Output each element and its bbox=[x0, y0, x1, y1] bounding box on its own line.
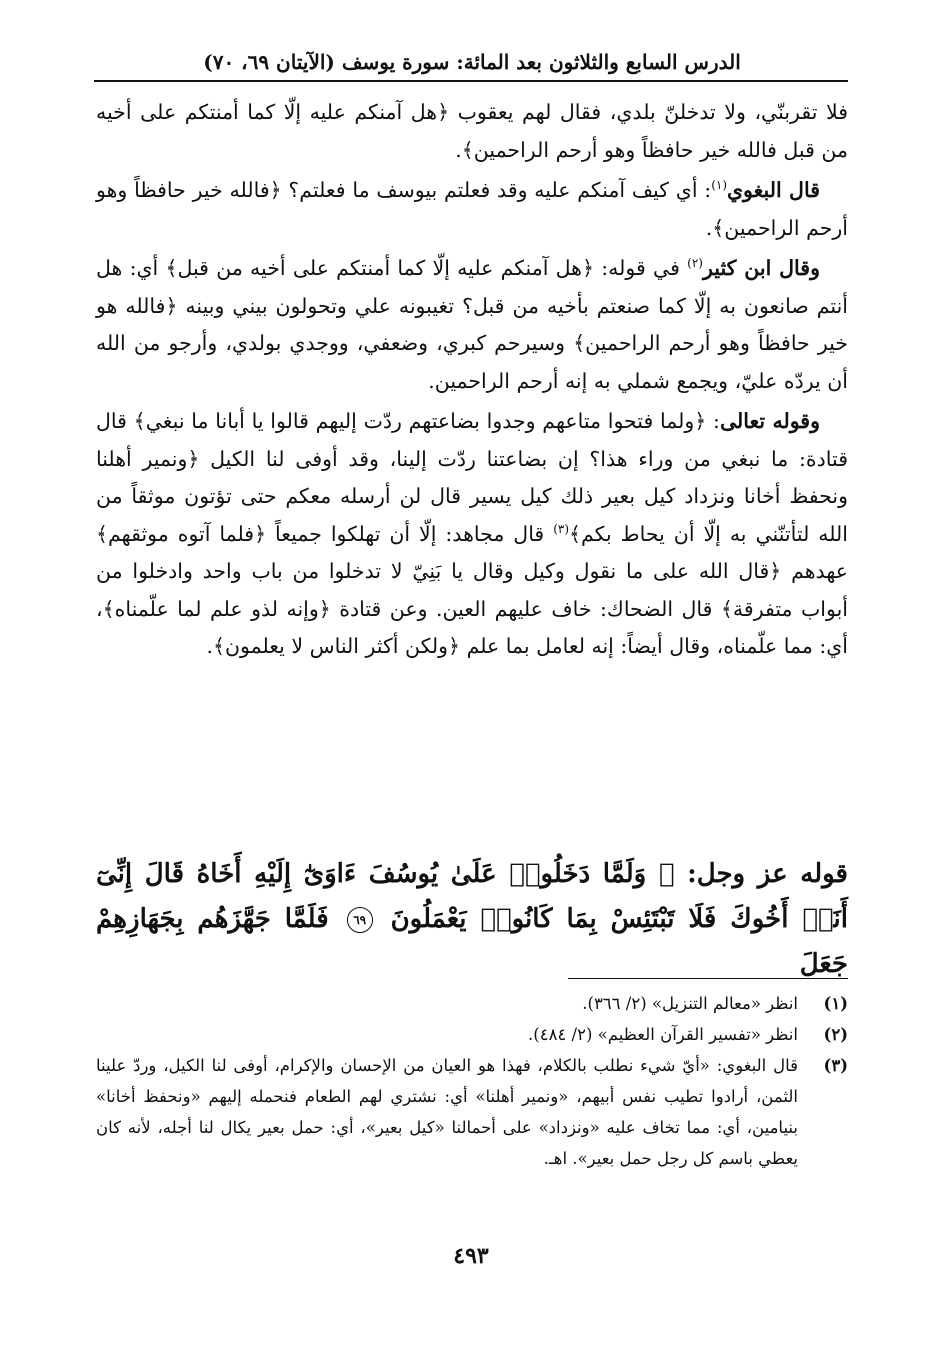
paragraph-lead: وقال ابن كثير bbox=[702, 256, 820, 280]
page-number: ٤٩٣ bbox=[453, 1243, 489, 1269]
footnote-text: انظر «تفسير القرآن العظيم» (٢/ ٤٨٤). bbox=[528, 1025, 798, 1044]
footnote-ref: (١) bbox=[711, 178, 728, 193]
footnote-text: قال البغوي: «أيّ شيء نطلب بالكلام، فهذا هو العيان من الإحسان والإكرام، أوفى لنا الكيل، وردّ علينا الثمن، أرادوا تطيب نفس أبيهم، «ونمير أهلنا» أي: نشتري لهم الطعام فنحمله إليهم «ونحفظ أخانا» بنيامين، أي: مما تخاف عليه «ونزداد» على أحمالنا «كيل بعير»، أي: حمل بعير يكال لنا أجله، لأنه كان يعطي باسم كل رجل حمل بعير». اهـ. bbox=[96, 1056, 798, 1168]
footnote-ref: (٣) bbox=[553, 521, 570, 536]
ayah-number-marker: ٦٩ bbox=[347, 907, 373, 933]
quran-passage bbox=[96, 852, 848, 987]
paragraph-text: في قوله: ﴿هل آمنكم عليه إلّا كما أمنتكم على أخيه من قبل﴾ أي: هل أنتم صانعون به إلّا كما صنعتم بأخيه من قبل؟ تغيبونه علي وتحولون بيني وبينه ﴿فالله هو خير حافظاً وهو أرحم الراحمين﴾ وسيرحم كبري، وضعفي، ووجدي بولدي، وأرجو من الله أن يردّه عليّ، ويجمع شملي به إنه أرحم الراحمين. bbox=[96, 256, 848, 393]
footnote-text: انظر «معالم التنزيل» (٢/ ٣٦٦). bbox=[582, 994, 798, 1013]
quran-lead: قوله عز وجل: bbox=[687, 859, 848, 889]
footnote-number: (٢) bbox=[823, 1025, 848, 1044]
header-rule bbox=[94, 80, 848, 82]
main-text bbox=[96, 94, 848, 666]
verse-text: فَلَمَّا جَهَّزَهُم بِجَهَازِهِمْ جَعَلَ bbox=[96, 904, 848, 979]
paragraph-text: : أي كيف آمنكم عليه وقد فعلتم بيوسف ما فعلتم؟ ﴿فالله خير حافظاً وهو أرحم الراحمين﴾. bbox=[96, 178, 848, 240]
footnote-ref: (٢) bbox=[687, 256, 703, 271]
paragraph bbox=[96, 403, 848, 666]
paragraph-lead: وقوله تعالى bbox=[719, 409, 820, 433]
footnotes bbox=[96, 988, 848, 1174]
footnote bbox=[96, 988, 848, 1019]
paragraph bbox=[96, 250, 848, 400]
verse-text: ﴿ وَلَمَّا دَخَلُوا۟ عَلَىٰ يُوسُفَ ءَاوَىٰٓ إِلَيْهِ أَخَاهُ قَالَ إِنِّىٓ أَنَا۠ أَخُوكَ فَلَا تَبْتَئِسْ بِمَا كَانُوا۟ يَعْمَلُونَ bbox=[96, 859, 848, 934]
footnote-number: (١) bbox=[823, 994, 848, 1013]
paragraph-text: : ﴿ولما فتحوا متاعهم وجدوا بضاعتهم ردّت إليهم قالوا يا أبانا ما نبغي﴾ قال قتادة: ما نبغي من وراء هذا؟ إن بضاعتنا ردّت إلينا، وقد أوفى لنا الكيل ﴿ونمير أهلنا ونحفظ أخانا ونزداد كيل بعير ذلك كيل يسير قال لن أرسله معكم حتى تؤتون موثقاً من الله لتأتنّني به إلّا أن يحاط بكم﴾ bbox=[96, 409, 848, 546]
paragraph-lead: قال البغوي bbox=[727, 178, 820, 202]
running-head: الدرس السابع والثلاثون بعد المائة: سورة يوسف (الآيتان ٦٩، ٧٠) bbox=[203, 50, 741, 74]
footnote-number: (٣) bbox=[823, 1056, 848, 1075]
paragraph bbox=[96, 172, 848, 247]
footnote bbox=[96, 1050, 848, 1174]
footnote-rule bbox=[568, 978, 848, 979]
quran-verse bbox=[96, 852, 848, 987]
paragraph bbox=[96, 94, 848, 169]
paragraph-text: فلا تقربنّي، ولا تدخلنّ بلدي، فقال لهم يعقوب ﴿هل آمنكم عليه إلّا كما أمنتكم على أخيه من قبل فالله خير حافظاً وهو أرحم الراحمين﴾. bbox=[96, 100, 848, 162]
footnote bbox=[96, 1019, 848, 1050]
paragraph-text: قال مجاهد: إلّا أن تهلكوا جميعاً ﴿فلما آتوه موثقهم﴾ عهدهم ﴿قال الله على ما نقول وكيل وقال يا بَنِيّ لا تدخلوا من باب واحد وادخلوا من أبواب متفرقة﴾ قال الضحاك: خاف عليهم العين. وعن قتادة ﴿وإنه لذو علم لما علّمناه﴾، أي: مما علّمناه، وقال أيضاً: إنه لعامل بما علم ﴿ولكن أكثر الناس لا يعلمون﴾. bbox=[96, 521, 848, 658]
